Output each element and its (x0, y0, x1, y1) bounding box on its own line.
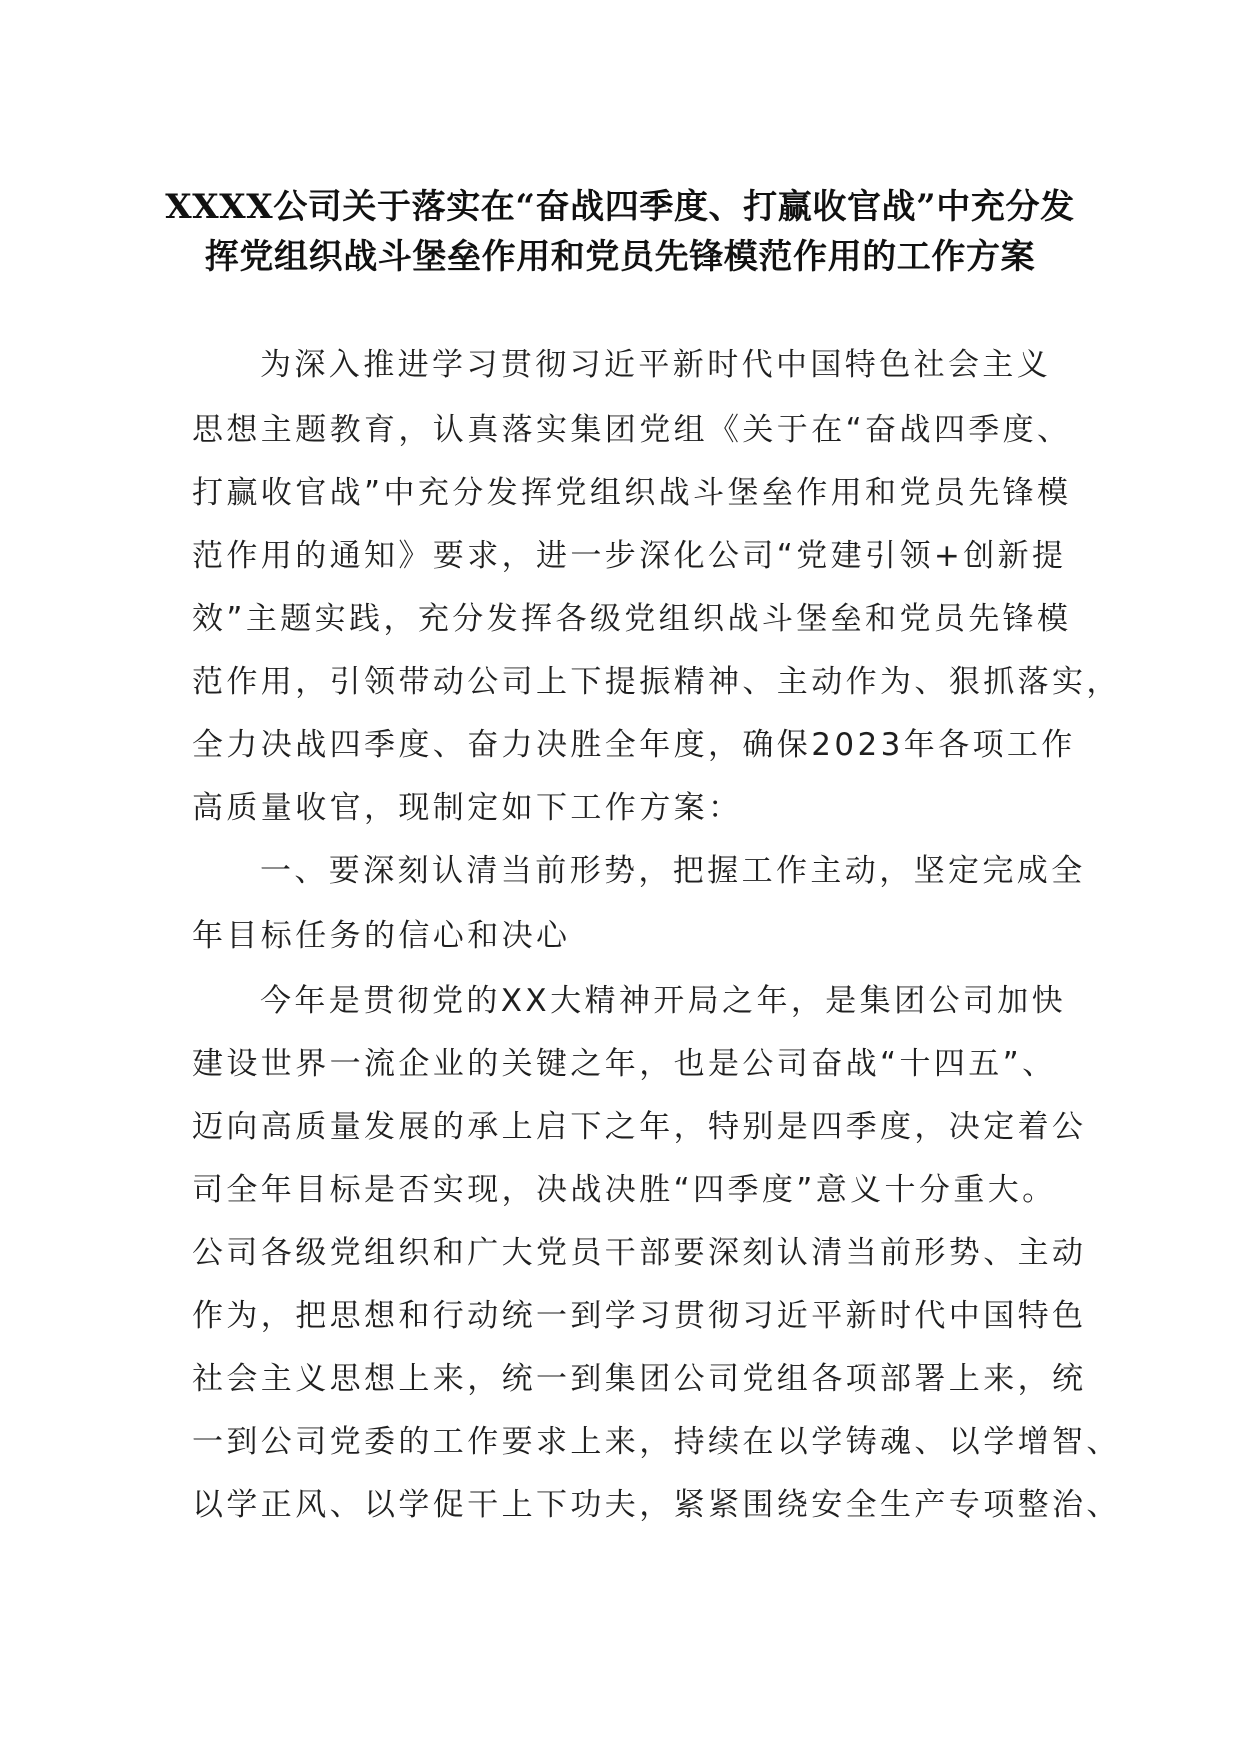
paragraph-line: 作为，把思想和行动统一到学习贯彻习近平新时代中国特色 (192, 1298, 1087, 1334)
paragraph-line: 以学正风、以学促干上下功夫，紧紧围绕安全生产专项整治、 (192, 1487, 1121, 1523)
heading-line: 一、要深刻认清当前形势，把握工作主动，坚定完成全 (260, 853, 1086, 889)
paragraph-line: 一到公司党委的工作要求上来，持续在以学铸魂、以学增智、 (192, 1424, 1121, 1460)
paragraph-line: 思想主题教育，认真落实集团党组《关于在“奋战四季度、 (192, 412, 1072, 448)
title-line-1: XXXX公司关于落实在“奋战四季度、打赢收官战”中充分发 (165, 187, 1075, 227)
paragraph-situation (192, 981, 1121, 1525)
paragraph-line: 高质量收官，现制定如下工作方案： (192, 790, 743, 826)
title-line-2: 挥党组织战斗堡垒作用和党员先锋模范作用的工作方案 (204, 237, 1036, 277)
paragraph-line: 迈向高质量发展的承上启下之年，特别是四季度，决定着公 (192, 1109, 1087, 1145)
paragraph-line: 司全年目标是否实现，决战决胜“四季度”意义十分重大。 (192, 1172, 1057, 1208)
paragraph-line: 范作用，引领带动公司上下提振精神、主动作为、狠抓落实， (192, 664, 1121, 700)
paragraph-line: 打赢收官战”中充分发挥党组织战斗堡垒作用和党员先锋模 (192, 475, 1072, 511)
paragraph-line: 社会主义思想上来，统一到集团公司党组各项部署上来，统 (192, 1361, 1087, 1397)
section-heading-1 (192, 851, 1086, 956)
paragraph-intro (192, 345, 1121, 828)
paragraph-line: 全力决战四季度、奋力决胜全年度，确保2023年各项工作 (192, 727, 1076, 763)
paragraph-line: 今年是贯彻党的XX大精神开局之年，是集团公司加快 (260, 983, 1067, 1019)
paragraph-line: 建设世界一流企业的关键之年，也是公司奋战“十四五”、 (192, 1046, 1057, 1082)
paragraph-line: 为深入推进学习贯彻习近平新时代中国特色社会主义 (260, 347, 1052, 383)
paragraph-line: 效”主题实践，充分发挥各级党组织战斗堡垒和党员先锋模 (192, 601, 1072, 637)
document-title (150, 182, 1090, 282)
document-body (192, 345, 1121, 1525)
heading-line: 年目标任务的信心和决心 (192, 918, 571, 954)
paragraph-line: 公司各级党组织和广大党员干部要深刻认清当前形势、主动 (192, 1235, 1087, 1271)
paragraph-line: 范作用的通知》要求，进一步深化公司“党建引领+创新提 (192, 538, 1067, 574)
